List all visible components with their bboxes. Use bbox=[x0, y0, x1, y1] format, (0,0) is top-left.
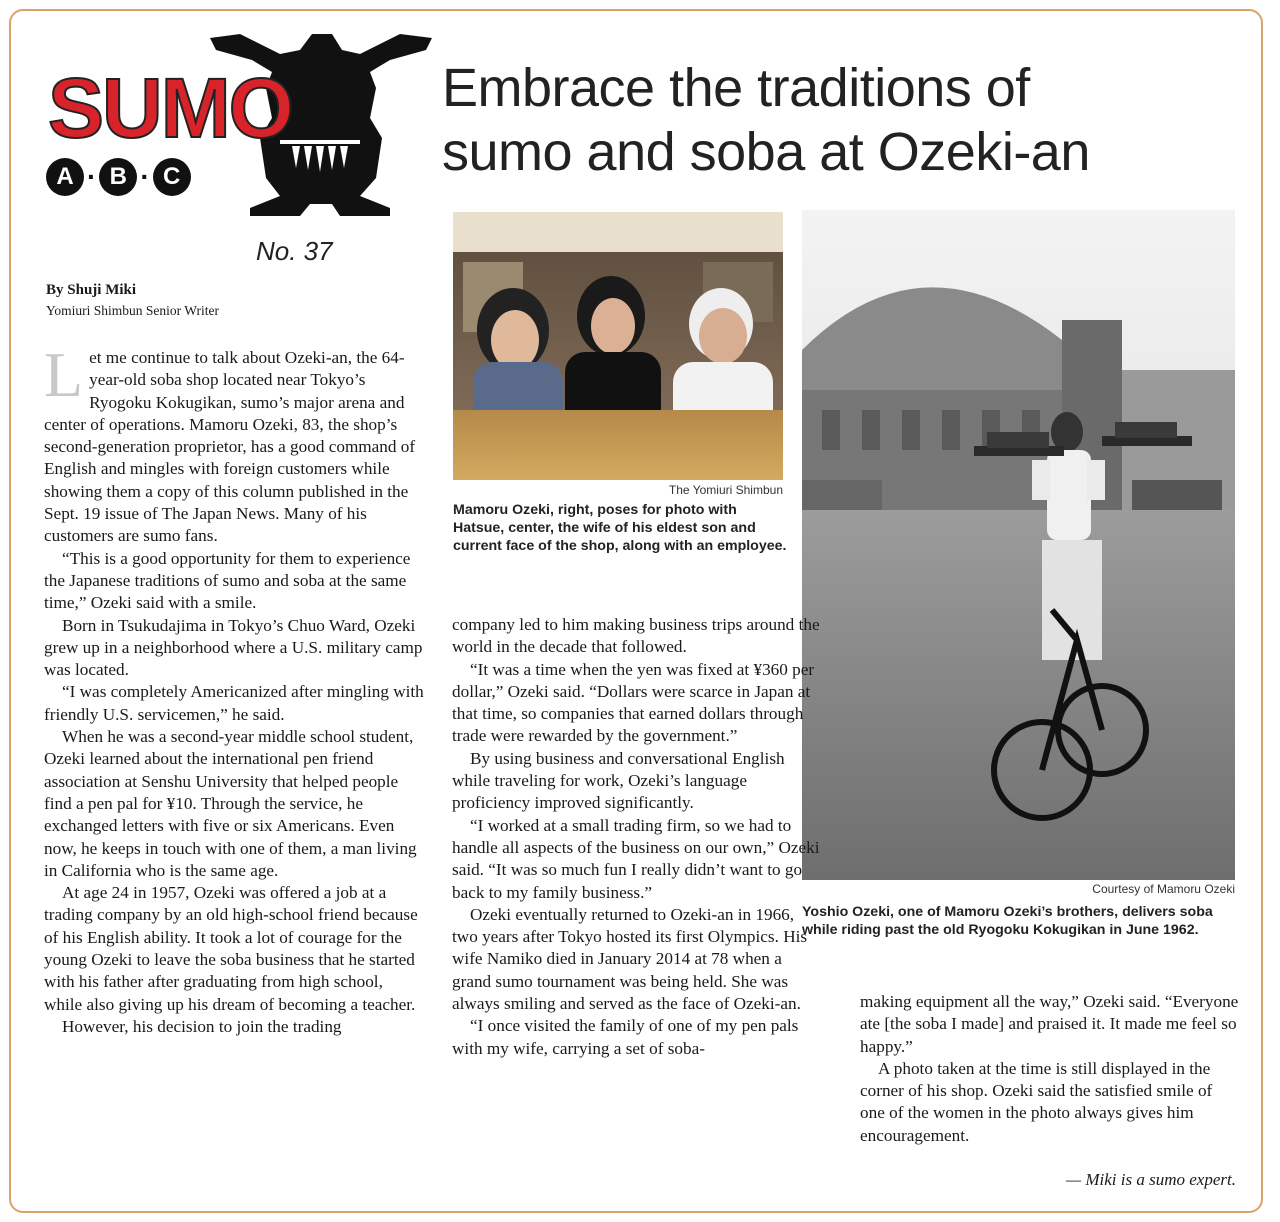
author-signoff: — Miki is a sumo expert. bbox=[1066, 1170, 1236, 1189]
logo-separator: · bbox=[140, 161, 150, 192]
article-paragraph: “I once visited the family of one of my pen pals with my wife, carrying a set of soba- bbox=[452, 1016, 799, 1058]
logo-word: SUMO bbox=[48, 61, 292, 155]
article-paragraph: At age 24 in 1957, Ozeki was offered a job at a trading company by an old high-school friend because of his English ability. It took a lot of courage for the young Ozeki to leave the soba business that he started with his father after graduating from high school, while also giving up his dream of becoming a teacher. bbox=[44, 883, 418, 1014]
article-paragraph: “It was a time when the yen was fixed at ¥360 per dollar,” Ozeki said. “Dollars were scarce in Japan at that time, so companies that earned dollars through trade were rewarded by the government.” bbox=[452, 659, 815, 746]
photo1-caption: Mamoru Ozeki, right, poses for photo with Hatsue, center, the wife of his eldest son and current face of the shop, along with an employee. bbox=[453, 502, 787, 554]
article-paragraph: making equipment all the way,” Ozeki said. “Everyone ate [the soba I made] and praised it. It made me feel so happy.” bbox=[860, 992, 1239, 1056]
article-paragraph: However, his decision to join the trading bbox=[62, 1016, 342, 1036]
headline-line1: Embrace the traditions of bbox=[442, 58, 1030, 118]
article-paragraph: By using business and conversational English while traveling for work, Ozeki’s language proficiency improved significantly. bbox=[452, 748, 785, 813]
article-paragraph: “I was completely Americanized after mingling with friendly U.S. servicemen,” he said. bbox=[44, 682, 424, 724]
article-paragraph: A photo taken at the time is still displayed in the corner of his shop. Ozeki said the satisfied smile of one of the women in the photo always gives him encouragement. bbox=[860, 1058, 1213, 1145]
logo-letter-c: C bbox=[153, 158, 191, 196]
article-paragraph: When he was a second-year middle school student, Ozeki learned about the international pen friend association at Senshu University that helped people find a pen pal for ¥10. Through the service, he exchanged letters with five or six Americans. Even now, he keeps in touch with one of them, a man living in California who is the same age. bbox=[44, 727, 417, 880]
logo-separator: · bbox=[87, 161, 97, 192]
article-paragraph: Ozeki eventually returned to Ozeki-an in 1966, two years after Tokyo hosted its first Olympics. His wife Namiko died in January 2014 at 78 when a grand sumo tournament was being held. She was always smiling and served as the face of Ozeki-an. bbox=[452, 904, 808, 1014]
logo-letter-a: A bbox=[46, 158, 84, 196]
article-column-3 bbox=[860, 991, 1240, 1147]
paragraph-text: et me continue to talk about Ozeki-an, the 64-year-old soba shop located near Tokyo’s Ryogoku Kokugikan, sumo’s major arena and center of operations. Mamoru Ozeki, 83, the shop’s second-generation proprietor, has a good command of English and mingles with foreign customers while showing them a copy of this column published in the Sept. 19 issue of The Japan News. Many of his customers are sumo fans. bbox=[44, 348, 416, 546]
byline-author: By Shuji Miki bbox=[46, 282, 137, 298]
photo2-caption: Yoshio Ozeki, one of Mamoru Ozeki’s brothers, delivers soba while riding past the old Ryogoku Kokugikan in June 1962. bbox=[802, 904, 1213, 938]
byline-role: Yomiuri Shimbun Senior Writer bbox=[46, 303, 219, 318]
article-paragraph: company led to him making business trips around the world in the decade that followed. bbox=[452, 615, 820, 657]
logo-letter-b: B bbox=[99, 158, 137, 196]
photo-bicycle-delivery bbox=[802, 210, 1235, 880]
article-paragraph: “This is a good opportunity for them to experience the Japanese traditions of sumo and soba at the same time,” Ozeki said with a smile. bbox=[44, 548, 411, 613]
photo1-credit: The Yomiuri Shimbun bbox=[668, 483, 783, 497]
photo2-credit: Courtesy of Mamoru Ozeki bbox=[1092, 882, 1235, 896]
drop-cap: L bbox=[44, 339, 84, 410]
headline-line2: sumo and soba at Ozeki-an bbox=[442, 122, 1090, 182]
article-paragraph bbox=[44, 339, 424, 548]
article-paragraph: “I worked at a small trading firm, so we had to handle all aspects of the business on our own,” Ozeki said. “It was so much fun I really didn’t want to go back to my family business.” bbox=[452, 815, 820, 902]
article-paragraph: Born in Tsukudajima in Tokyo’s Chuo Ward, Ozeki grew up in a neighborhood where a U.S. military camp was located. bbox=[44, 615, 423, 680]
photo-shop-staff bbox=[453, 212, 783, 480]
headline bbox=[442, 56, 1090, 184]
logo-abc bbox=[46, 158, 191, 196]
article-column-2 bbox=[452, 614, 822, 1060]
article-column-1 bbox=[44, 339, 424, 1038]
sumo-abc-logo bbox=[40, 28, 430, 218]
issue-number: No. 37 bbox=[256, 236, 333, 266]
